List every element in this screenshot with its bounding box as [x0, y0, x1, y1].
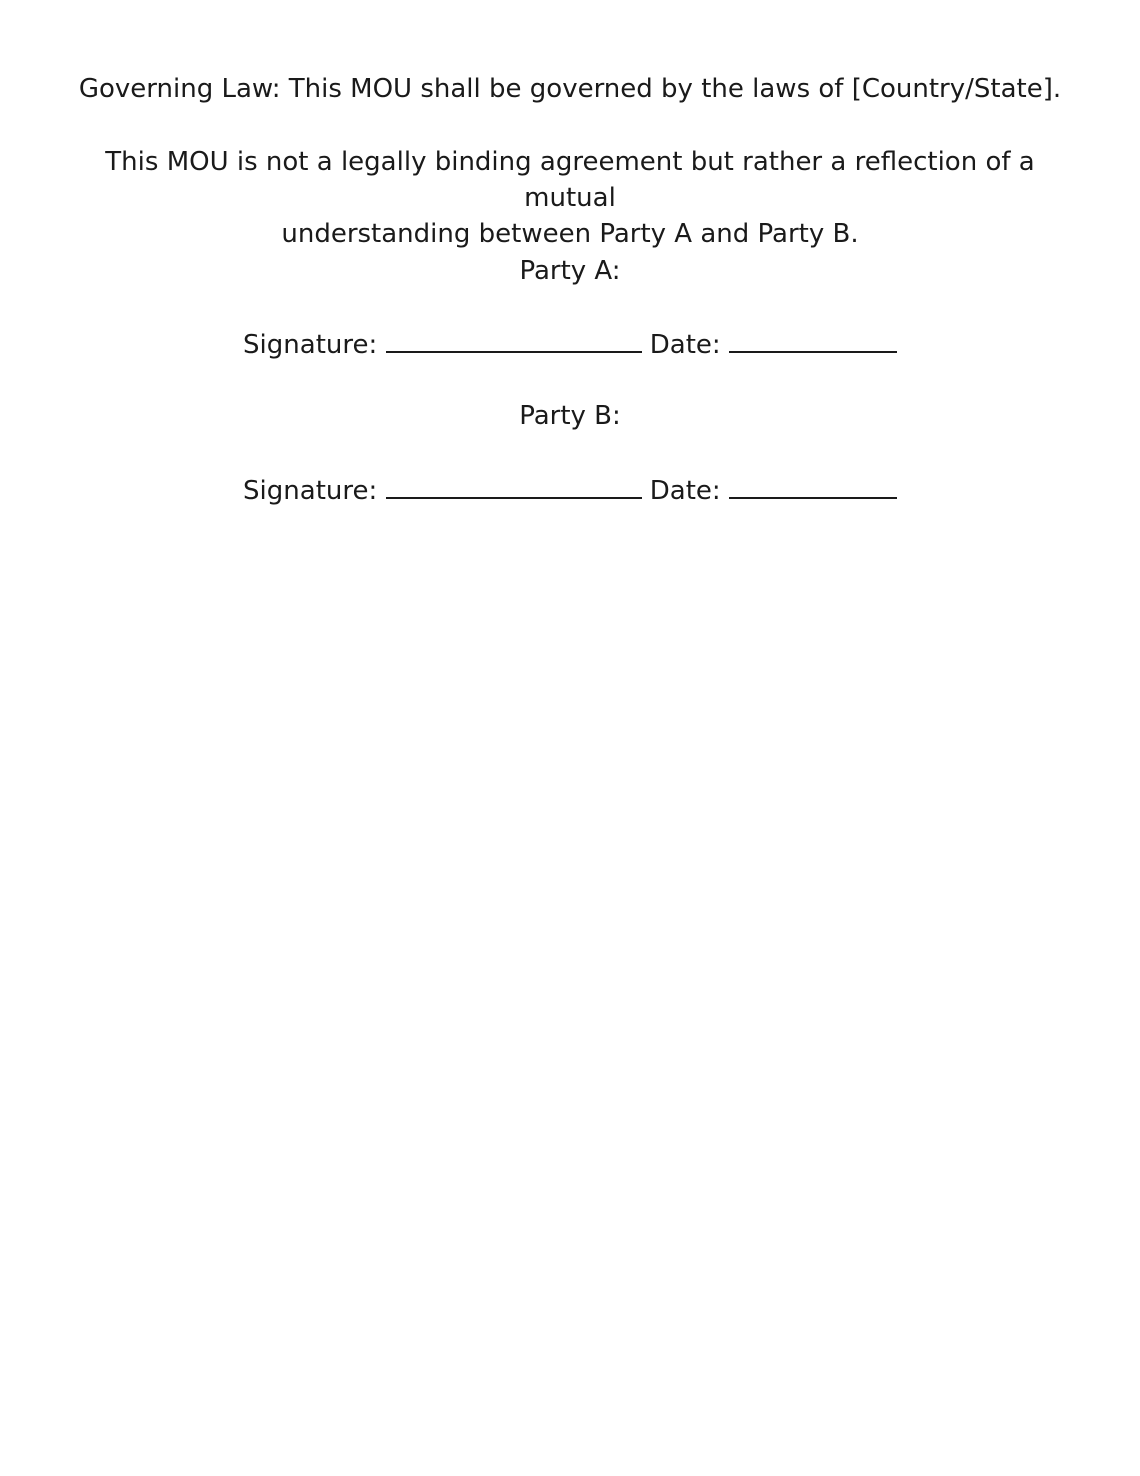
party-a-date-line[interactable]	[729, 325, 897, 353]
party-b-date-label: Date:	[649, 476, 721, 506]
party-a-signature-row	[60, 325, 1080, 363]
party-b-date-line[interactable]	[729, 471, 897, 499]
party-b-signature-label: Signature:	[243, 476, 378, 506]
party-b-signature-row	[60, 471, 1080, 509]
party-a-date-label: Date:	[649, 330, 721, 360]
governing-law-clause: Governing Law: This MOU shall be governed by the laws of [Country/State].	[78, 74, 1062, 104]
party-a-signature-line[interactable]	[386, 325, 642, 353]
party-a-heading: Party A:	[519, 256, 621, 286]
non-binding-clause: This MOU is not a legally binding agreement but rather a reflection of a mutual understanding between Party A and Party B.	[105, 147, 1035, 249]
party-a-signature-label: Signature:	[243, 330, 378, 360]
party-b-heading: Party B:	[519, 401, 621, 431]
party-b-signature-line[interactable]	[386, 471, 642, 499]
